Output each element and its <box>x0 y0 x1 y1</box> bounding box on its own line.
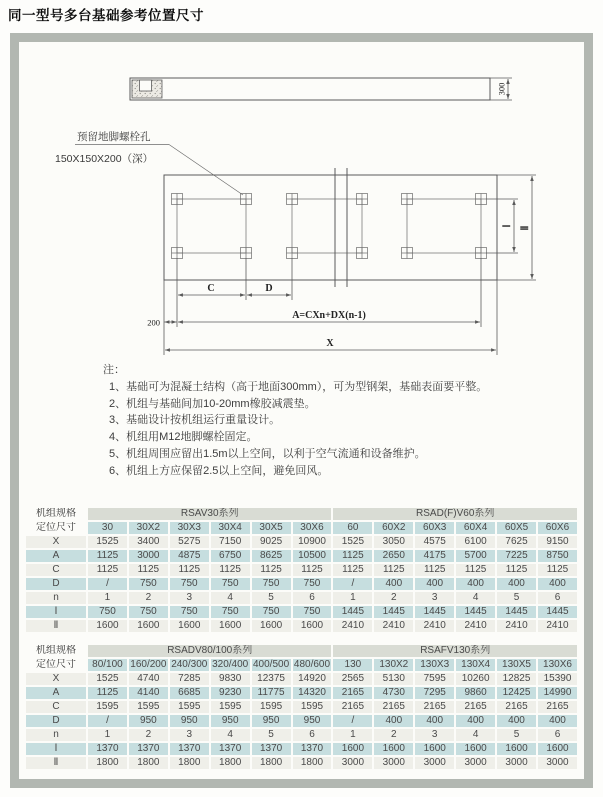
value-cell: 1125 <box>333 550 372 562</box>
value-cell: 11775 <box>252 687 291 699</box>
value-cell: 6 <box>293 729 332 741</box>
value-cell: 950 <box>252 715 291 727</box>
value-cell: 3000 <box>333 757 372 769</box>
table-corner-position-dim: 定位尺寸 <box>36 659 76 670</box>
value-cell: 10260 <box>456 673 495 685</box>
note-item: 5、机组周围应留出1.5m以上空间，以利于空气流通和设备维护。 <box>109 447 426 460</box>
spec-table-rsav30-rsadfv60 <box>24 506 579 634</box>
series-header: RSAFV130系列 <box>333 645 577 657</box>
value-cell: 1125 <box>88 687 127 699</box>
model-header: 160/200 <box>130 659 167 670</box>
value-cell: 2165 <box>333 701 372 713</box>
value-cell: 2410 <box>456 620 495 632</box>
value-cell: 14320 <box>293 687 332 699</box>
model-header: 130X5 <box>497 659 536 671</box>
value-cell: 1800 <box>293 757 332 769</box>
note-item: 3、基础设计按机组运行重量设计。 <box>109 414 281 427</box>
dim-label-D: D <box>265 283 273 294</box>
value-cell: 1370 <box>129 743 168 755</box>
anchor-bolt-hole <box>476 248 487 259</box>
value-cell: 5 <box>497 729 536 741</box>
value-cell: 1125 <box>88 550 127 562</box>
model-header: 30X2 <box>129 522 168 534</box>
table-corner-position-dim: 定位尺寸 <box>36 522 76 533</box>
value-cell: 2 <box>374 729 413 741</box>
model-header: 130X3 <box>415 659 454 671</box>
value-cell: 1595 <box>88 701 127 713</box>
value-cell: 750 <box>170 606 209 618</box>
value-cell: 750 <box>88 606 127 618</box>
spec-table-rsadv80-rsafv130 <box>24 643 579 771</box>
model-header: 80/100 <box>88 659 127 671</box>
row-label: C <box>26 701 86 713</box>
value-cell: 1125 <box>211 564 250 576</box>
value-cell: 1445 <box>374 606 413 618</box>
table-corner-unit-spec: 机组规格 <box>36 645 76 656</box>
value-cell: 1125 <box>497 564 536 576</box>
value-cell: 10500 <box>293 550 332 562</box>
value-cell: 1600 <box>456 743 495 755</box>
value-cell: 1370 <box>211 743 250 755</box>
value-cell: 1 <box>333 592 372 604</box>
value-cell: 1800 <box>129 757 168 769</box>
horizontal-dimensions <box>147 258 497 355</box>
row-label: D <box>26 715 86 727</box>
value-cell: 5 <box>497 592 536 604</box>
model-header: 130X2 <box>374 659 413 671</box>
value-cell: 3 <box>170 729 209 741</box>
model-header: 30 <box>88 522 127 534</box>
anchor-bolt-hole <box>287 248 298 259</box>
value-cell: 6 <box>293 592 332 604</box>
anchor-bolt-hole <box>172 248 183 259</box>
note-item: 1、基础可为混凝土结构（高于地面300mm），可为型钢架，基础表面要平整。 <box>109 380 488 393</box>
value-cell: 400 <box>415 715 454 727</box>
row-label: D <box>26 578 86 590</box>
value-cell: 400 <box>374 578 413 590</box>
value-cell: 9150 <box>538 536 577 548</box>
value-cell: 400 <box>497 578 536 590</box>
value-cell: 3400 <box>129 536 168 548</box>
value-cell: 1800 <box>211 757 250 769</box>
value-cell: 4 <box>211 592 250 604</box>
value-cell: / <box>88 578 127 590</box>
value-cell: 750 <box>129 578 168 590</box>
value-cell: / <box>333 578 372 590</box>
value-cell: 9830 <box>211 673 250 685</box>
note-item: 4、机组用M12地脚螺栓固定。 <box>109 431 258 444</box>
series-header: RSAD(F)V60系列 <box>333 508 577 520</box>
value-cell: 1595 <box>129 701 168 713</box>
value-cell: 4 <box>456 729 495 741</box>
value-cell: 400 <box>538 578 577 590</box>
value-cell: / <box>88 715 127 727</box>
value-cell: 6100 <box>456 536 495 548</box>
value-cell: 1445 <box>538 606 577 618</box>
anchor-bolt-hole <box>476 194 487 205</box>
value-cell: 9860 <box>456 687 495 699</box>
value-cell: 2165 <box>497 701 536 713</box>
value-cell: 1125 <box>333 564 372 576</box>
value-cell: 750 <box>129 606 168 618</box>
value-cell: 14990 <box>538 687 577 699</box>
value-cell: 6 <box>538 729 577 741</box>
value-cell: 1445 <box>415 606 454 618</box>
value-cell: 2410 <box>415 620 454 632</box>
value-cell: 1445 <box>333 606 372 618</box>
anchor-bolt-hole <box>241 248 252 259</box>
value-cell: 3000 <box>497 757 536 769</box>
value-cell: 400 <box>374 715 413 727</box>
dim-label-A-formula: A=CXn+DX(n-1) <box>292 310 366 321</box>
value-cell: 750 <box>293 578 332 590</box>
value-cell: 1525 <box>88 536 127 548</box>
value-cell: 3 <box>415 729 454 741</box>
value-cell: 750 <box>252 578 291 590</box>
value-cell: 4740 <box>129 673 168 685</box>
value-cell: 2410 <box>333 620 372 632</box>
value-cell: 7625 <box>497 536 536 548</box>
value-cell: 1600 <box>211 620 250 632</box>
value-cell: 2650 <box>374 550 413 562</box>
row-label: X <box>26 536 86 548</box>
value-cell: 12825 <box>497 673 536 685</box>
value-cell: 1600 <box>333 743 372 755</box>
dim-label-200: 200 <box>147 317 160 328</box>
value-cell: 3050 <box>374 536 413 548</box>
value-cell: 15390 <box>538 673 577 685</box>
anchor-bolt-hole <box>287 194 298 205</box>
value-cell: 1370 <box>293 743 332 755</box>
value-cell: 7285 <box>170 673 209 685</box>
value-cell: 750 <box>211 578 250 590</box>
value-cell: 750 <box>170 578 209 590</box>
value-cell: 1595 <box>211 701 250 713</box>
value-cell: 950 <box>170 715 209 727</box>
row-label: Ⅰ <box>26 743 86 755</box>
model-header: 480/600 <box>293 659 331 670</box>
note-item: 2、机组与基础间加10-20mm橡胶减震垫。 <box>109 397 316 410</box>
value-cell: 1600 <box>538 743 577 755</box>
value-cell: 12375 <box>252 673 291 685</box>
value-cell: 9230 <box>211 687 250 699</box>
row-label: Ⅰ <box>26 606 86 618</box>
value-cell: 400 <box>415 578 454 590</box>
value-cell: 2565 <box>333 673 372 685</box>
value-cell: 750 <box>252 606 291 618</box>
dim-label-X: X <box>326 338 334 349</box>
value-cell: 4730 <box>374 687 413 699</box>
value-cell: 1600 <box>293 620 332 632</box>
anchor-bolt-hole <box>357 194 368 205</box>
value-cell: 1525 <box>333 536 372 548</box>
value-cell: 1125 <box>129 564 168 576</box>
section-view <box>130 78 512 100</box>
value-cell: 950 <box>129 715 168 727</box>
value-cell: 1 <box>88 729 127 741</box>
value-cell: 1595 <box>170 701 209 713</box>
row-label: A <box>26 687 86 699</box>
value-cell: 8625 <box>252 550 291 562</box>
value-cell: 2410 <box>497 620 536 632</box>
dim-label-C: C <box>207 283 215 294</box>
model-header: 60 <box>333 522 372 534</box>
value-cell: 7225 <box>497 550 536 562</box>
anchor-bolt-hole <box>172 194 183 205</box>
value-cell: 1600 <box>129 620 168 632</box>
row-label: X <box>26 673 86 685</box>
model-header: 60X4 <box>456 522 495 534</box>
value-cell: 1125 <box>456 564 495 576</box>
value-cell: 3000 <box>415 757 454 769</box>
row-label: n <box>26 592 86 604</box>
table-corner-unit-spec: 机组规格 <box>36 508 76 519</box>
model-header: 30X5 <box>252 522 291 534</box>
value-cell: 5130 <box>374 673 413 685</box>
value-cell: 3000 <box>456 757 495 769</box>
value-cell: 4875 <box>170 550 209 562</box>
value-cell: 2165 <box>374 701 413 713</box>
value-cell: 1125 <box>293 564 332 576</box>
value-cell: 750 <box>293 606 332 618</box>
anchor-bolt-hole <box>357 248 368 259</box>
model-header: 130 <box>333 659 372 671</box>
value-cell: 1600 <box>415 743 454 755</box>
row-label: C <box>26 564 86 576</box>
value-cell: 4140 <box>129 687 168 699</box>
model-header: 30X6 <box>293 522 332 534</box>
foundation-diagram <box>19 42 584 364</box>
value-cell: 3 <box>170 592 209 604</box>
value-cell: 1800 <box>88 757 127 769</box>
value-cell: 2165 <box>415 701 454 713</box>
content-frame <box>10 33 593 788</box>
value-cell: 2165 <box>333 687 372 699</box>
value-cell: 1445 <box>456 606 495 618</box>
plan-view <box>164 168 497 287</box>
value-cell: 5275 <box>170 536 209 548</box>
value-cell: 4175 <box>415 550 454 562</box>
value-cell: 1600 <box>252 620 291 632</box>
bolt-hole-callout <box>55 130 243 195</box>
value-cell: 3000 <box>374 757 413 769</box>
value-cell: 2165 <box>456 701 495 713</box>
value-cell: 950 <box>211 715 250 727</box>
model-header: 60X2 <box>374 522 413 534</box>
value-cell: 1125 <box>415 564 454 576</box>
value-cell: 1125 <box>538 564 577 576</box>
row-label: n <box>26 729 86 741</box>
series-header: RSADV80/100系列 <box>88 645 331 657</box>
value-cell: 7595 <box>415 673 454 685</box>
value-cell: 1600 <box>170 620 209 632</box>
model-header: 400/500 <box>253 659 290 670</box>
value-cell: 400 <box>538 715 577 727</box>
model-header: 60X3 <box>415 522 454 534</box>
anchor-bolt-hole <box>402 248 413 259</box>
row-label: A <box>26 550 86 562</box>
value-cell: 5 <box>252 592 291 604</box>
value-cell: 1370 <box>252 743 291 755</box>
value-cell: 8750 <box>538 550 577 562</box>
value-cell: / <box>333 715 372 727</box>
value-cell: 12425 <box>497 687 536 699</box>
model-header: 320/400 <box>212 659 249 670</box>
model-header: 60X6 <box>538 522 577 534</box>
value-cell: 2 <box>129 729 168 741</box>
row-label: Ⅱ <box>26 620 86 632</box>
value-cell: 1800 <box>252 757 291 769</box>
anchor-bolt-hole <box>241 194 252 205</box>
model-header: 130X4 <box>456 659 495 671</box>
value-cell: 400 <box>456 578 495 590</box>
row-label: Ⅱ <box>26 757 86 769</box>
callout-leader-line <box>169 145 243 196</box>
value-cell: 5700 <box>456 550 495 562</box>
value-cell: 3 <box>415 592 454 604</box>
value-cell: 4575 <box>415 536 454 548</box>
value-cell: 1595 <box>293 701 332 713</box>
model-header: 30X3 <box>170 522 209 534</box>
model-header: 130X6 <box>538 659 577 671</box>
value-cell: 5 <box>252 729 291 741</box>
value-cell: 1125 <box>374 564 413 576</box>
value-cell: 2165 <box>538 701 577 713</box>
value-cell: 6750 <box>211 550 250 562</box>
value-cell: 2410 <box>374 620 413 632</box>
model-header: 30X4 <box>211 522 250 534</box>
value-cell: 1600 <box>374 743 413 755</box>
value-cell: 1600 <box>88 620 127 632</box>
value-cell: 400 <box>456 715 495 727</box>
value-cell: 950 <box>293 715 332 727</box>
value-cell: 10900 <box>293 536 332 548</box>
value-cell: 1125 <box>170 564 209 576</box>
page-title: 同一型号多台基础参考位置尺寸 <box>8 8 204 23</box>
model-header: 240/300 <box>171 659 208 670</box>
value-cell: 400 <box>497 715 536 727</box>
vertical-dimensions <box>486 175 536 280</box>
value-cell: 1370 <box>88 743 127 755</box>
dim-label-II: Ⅱ <box>520 225 531 231</box>
callout-bolt-hole-size: 150X150X200（深） <box>55 153 154 165</box>
value-cell: 1595 <box>252 701 291 713</box>
value-cell: 1445 <box>497 606 536 618</box>
value-cell: 1600 <box>497 743 536 755</box>
value-cell: 1800 <box>170 757 209 769</box>
series-header: RSAV30系列 <box>88 508 331 520</box>
value-cell: 2 <box>129 592 168 604</box>
value-cell: 1125 <box>88 564 127 576</box>
value-cell: 9025 <box>252 536 291 548</box>
model-header: 60X5 <box>497 522 536 534</box>
value-cell: 1125 <box>252 564 291 576</box>
value-cell: 4 <box>456 592 495 604</box>
value-cell: 1525 <box>88 673 127 685</box>
dim-label-300: 300 <box>496 82 507 96</box>
notes-heading: 注： <box>103 364 125 376</box>
anchor-bolt-hole <box>402 194 413 205</box>
value-cell: 4 <box>211 729 250 741</box>
value-cell: 2410 <box>538 620 577 632</box>
value-cell: 7150 <box>211 536 250 548</box>
value-cell: 6685 <box>170 687 209 699</box>
note-item: 6、机组上方应保留2.5以上空间，避免回风。 <box>109 464 329 477</box>
value-cell: 1 <box>88 592 127 604</box>
notes-section <box>103 362 573 480</box>
value-cell: 1 <box>333 729 372 741</box>
dim-label-I: Ⅰ <box>502 224 513 228</box>
value-cell: 14920 <box>293 673 332 685</box>
callout-bolt-hole-label: 预留地脚螺栓孔 <box>77 131 151 143</box>
value-cell: 3000 <box>538 757 577 769</box>
value-cell: 750 <box>211 606 250 618</box>
value-cell: 3000 <box>129 550 168 562</box>
value-cell: 7295 <box>415 687 454 699</box>
value-cell: 6 <box>538 592 577 604</box>
value-cell: 1370 <box>170 743 209 755</box>
value-cell: 2 <box>374 592 413 604</box>
